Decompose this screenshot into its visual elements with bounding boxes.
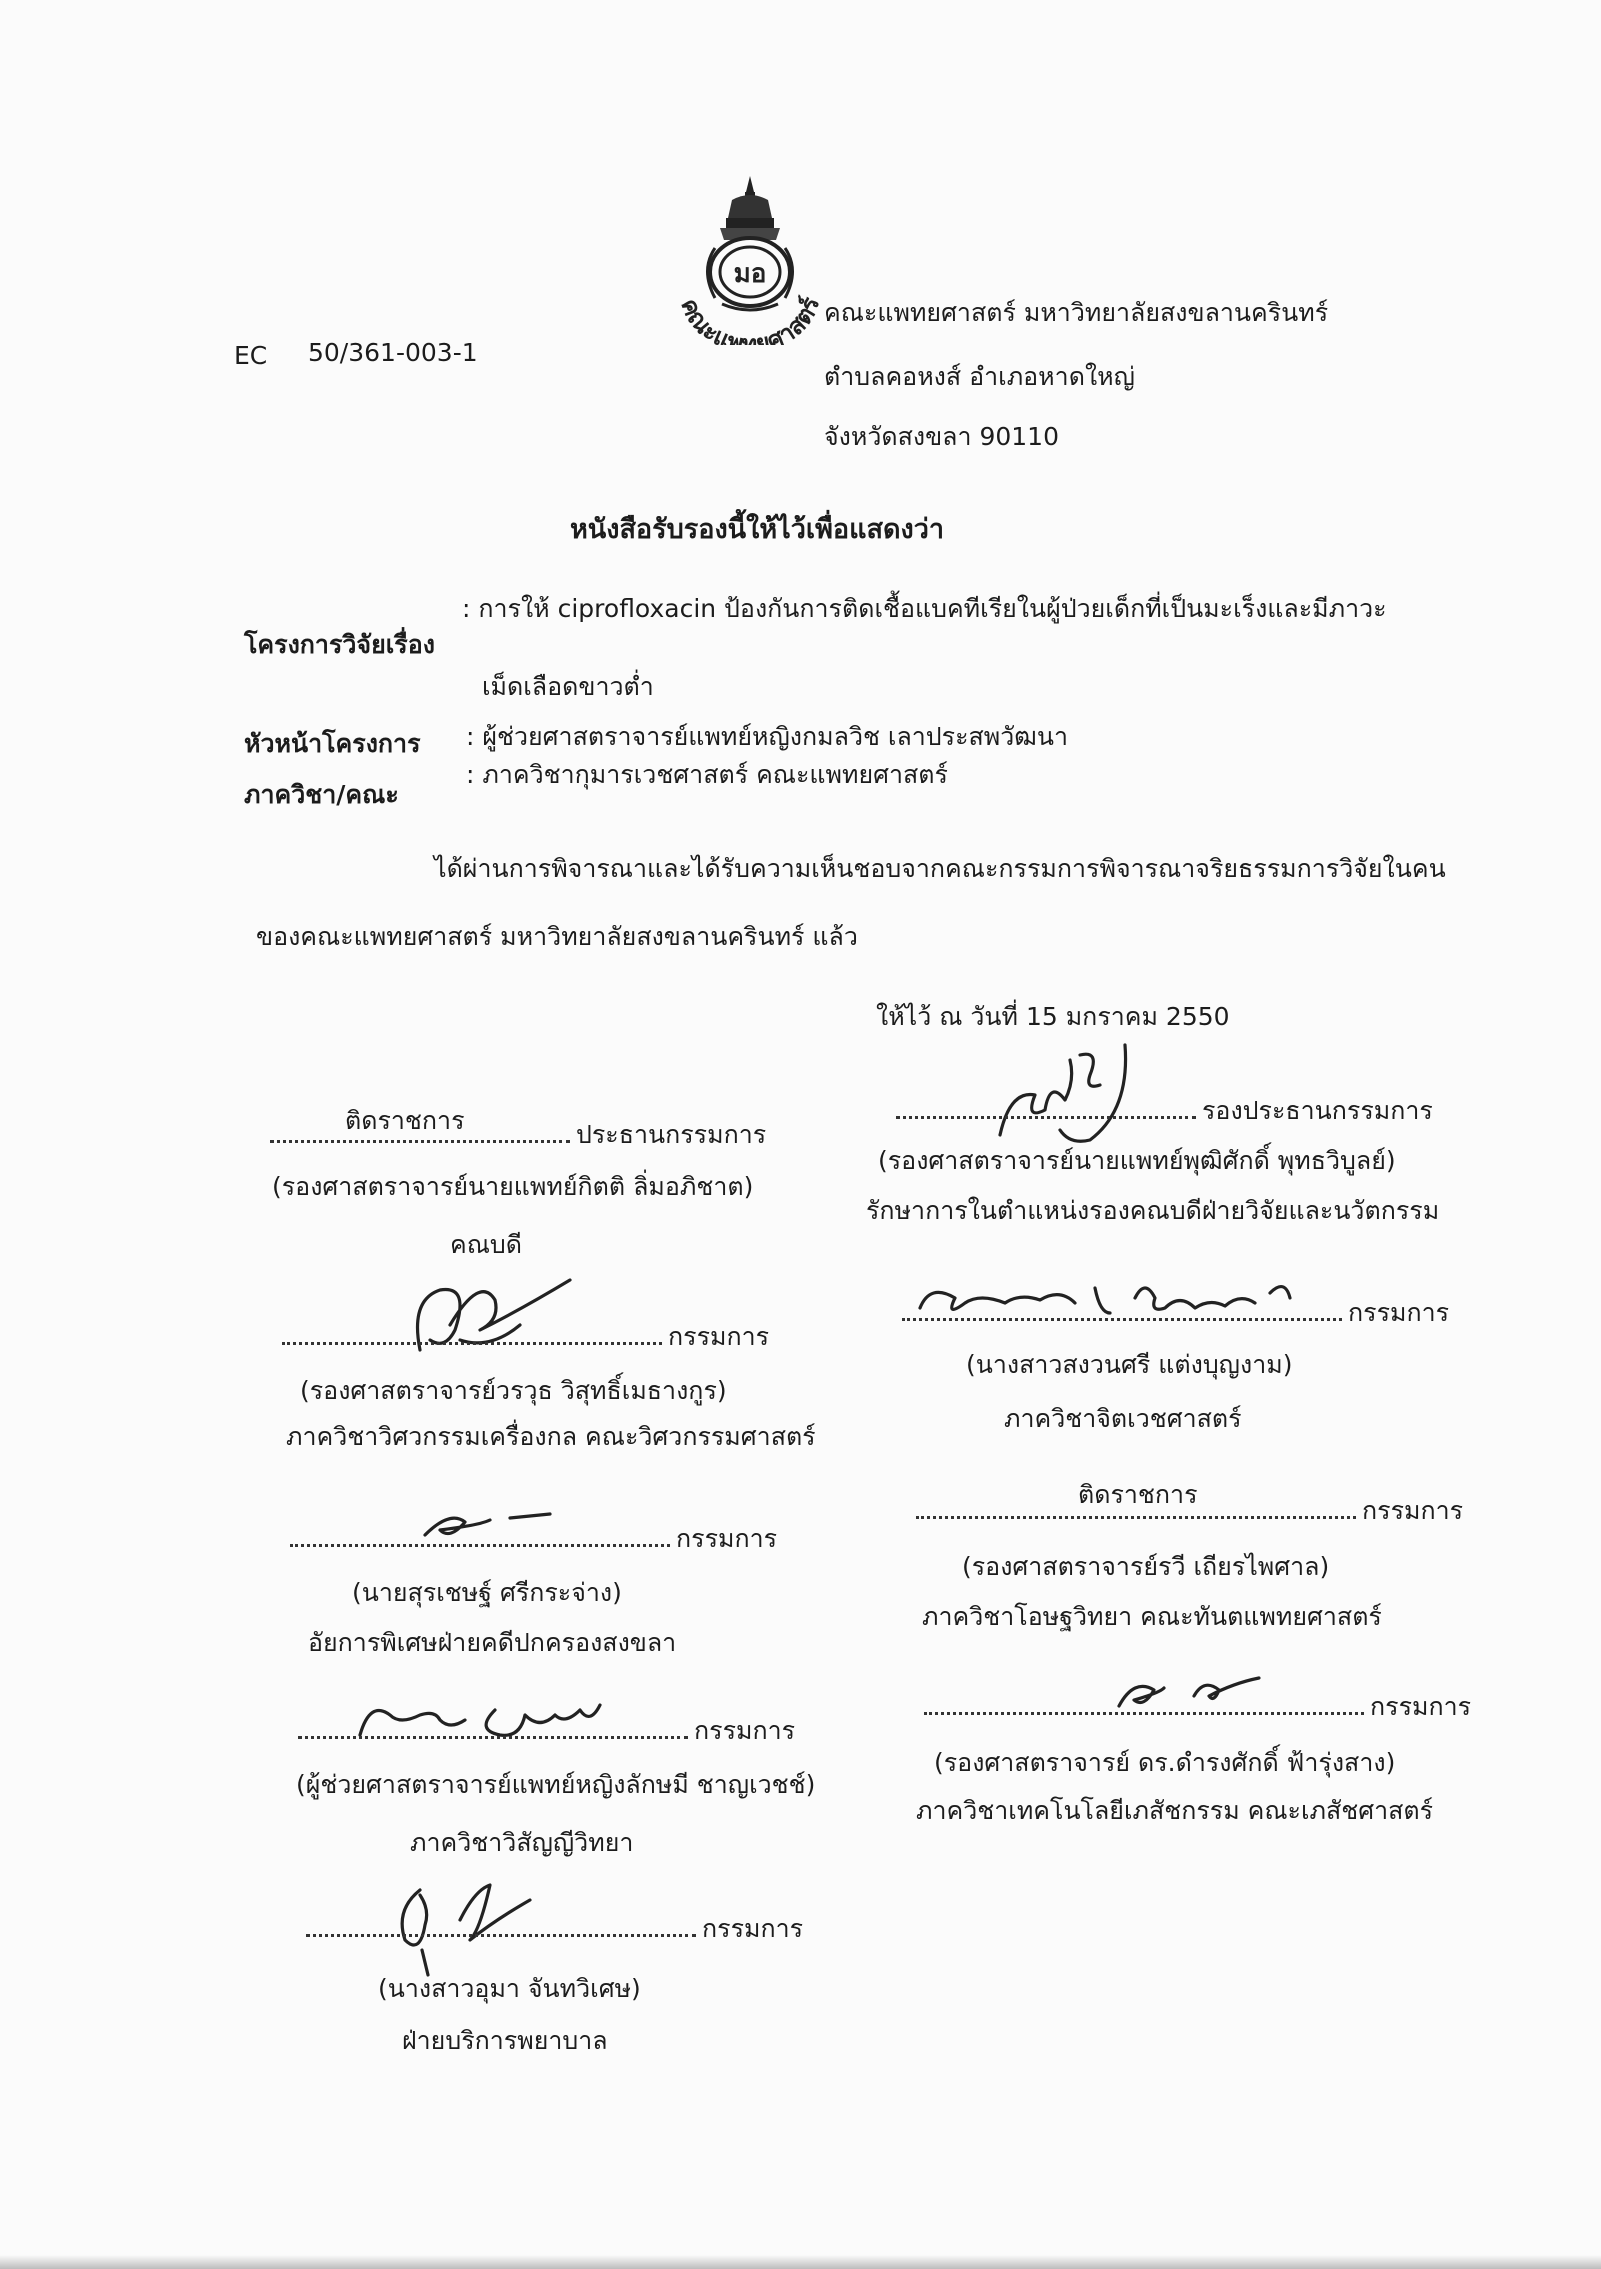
signer-role: กรรมการ bbox=[1362, 1496, 1464, 1525]
signature-line bbox=[270, 1118, 766, 1152]
signature-line bbox=[896, 1094, 1433, 1128]
address-line-2: ตำบลคอหงส์ อำเภอหาดใหญ่ bbox=[824, 362, 1135, 391]
field-label-head: หัวหน้าโครงการ bbox=[244, 729, 421, 758]
signature-line bbox=[298, 1714, 795, 1748]
signer-position: ภาควิชาจิตเวชศาสตร์ bbox=[1004, 1404, 1242, 1433]
field-label-project: โครงการวิจัยเรื่อง bbox=[244, 630, 435, 659]
signer-name: (รองศาสตราจารย์วรวุธ วิสุทธิ์เมธางกูร) bbox=[300, 1376, 727, 1405]
signer-role: กรรมการ bbox=[676, 1524, 778, 1553]
signer-position: คณบดี bbox=[450, 1230, 523, 1259]
signer-note: ติดราชการ bbox=[1078, 1480, 1198, 1509]
faculty-seal-logo bbox=[660, 170, 840, 345]
address-line-1: คณะแพทยศาสตร์ มหาวิทยาลัยสงขลานครินทร์ bbox=[824, 298, 1329, 327]
address-line-3: จังหวัดสงขลา 90110 bbox=[824, 422, 1059, 451]
field-value-project: : การให้ ciprofloxacin ป้องกันการติดเชื้อแบคทีเรียในผู้ป่วยเด็กที่เป็นมะเร็งและมีภาวะ bbox=[462, 594, 1387, 623]
seal-faculty-name: คณะแพทยศาสตร์ bbox=[675, 293, 826, 345]
signer-role: ประธานกรรมการ bbox=[576, 1120, 767, 1149]
scan-edge-shadow bbox=[0, 2255, 1601, 2269]
signer-position: อัยการพิเศษฝ่ายคดีปกครองสงขลา bbox=[308, 1628, 677, 1657]
signer-name: (นางสาวสงวนศรี แต่งบุญงาม) bbox=[966, 1350, 1293, 1379]
signer-role: กรรมการ bbox=[668, 1322, 770, 1351]
signer-position: รักษาการในตำแหน่งรองคณบดีฝ่ายวิจัยและนวัตกรรม bbox=[866, 1196, 1440, 1225]
signer-name: (รองศาสตราจารย์รวี เถียรไพศาล) bbox=[962, 1552, 1330, 1581]
signer-note: ติดราชการ bbox=[345, 1106, 465, 1135]
doc-code-number: 50/361-003-1 bbox=[308, 338, 478, 367]
field-value-department: : ภาควิชากุมารเวชศาสตร์ คณะแพทยศาสตร์ bbox=[466, 760, 948, 789]
signature-line bbox=[306, 1912, 803, 1946]
signer-name: (รองศาสตราจารย์นายแพทย์กิตติ ลิ่มอภิชาต) bbox=[272, 1172, 754, 1201]
field-value-project-cont: เม็ดเลือดขาวต่ำ bbox=[482, 672, 654, 701]
signature-line bbox=[902, 1296, 1449, 1330]
signer-role: กรรมการ bbox=[1348, 1298, 1450, 1327]
signer-name: (ผู้ช่วยศาสตราจารย์แพทย์หญิงลักษมี ชาญเวชช์) bbox=[296, 1770, 816, 1799]
signer-name: (นายสุรเชษฐ์ ศรีกระจ่าง) bbox=[352, 1578, 622, 1607]
signer-position: ภาควิชาวิสัญญีวิทยา bbox=[410, 1828, 634, 1857]
signer-role: รองประธานกรรมการ bbox=[1202, 1096, 1433, 1125]
seal-emblem-icon bbox=[660, 170, 840, 345]
signer-position: ฝ่ายบริการพยาบาล bbox=[402, 2026, 608, 2055]
signature-line bbox=[290, 1522, 777, 1556]
signer-name: (นางสาวอุมา จันทวิเศษ) bbox=[378, 1974, 641, 2003]
doc-code-prefix: EC bbox=[234, 341, 268, 370]
signer-role: กรรมการ bbox=[694, 1716, 796, 1745]
signer-role: กรรมการ bbox=[702, 1914, 804, 1943]
body-line-1: ได้ผ่านการพิจารณาและได้รับความเห็นชอบจากคณะกรรมการพิจารณาจริยธรรมการวิจัยในคน bbox=[434, 854, 1446, 883]
field-value-head: : ผู้ช่วยศาสตราจารย์แพทย์หญิงกมลวิช เลาประสพวัฒนา bbox=[466, 722, 1069, 751]
field-label-department: ภาควิชา/คณะ bbox=[244, 780, 399, 809]
signer-name: (รองศาสตราจารย์ ดร.ดำรงศักดิ์ ฟ้ารุ่งสาง) bbox=[934, 1748, 1396, 1777]
signature-line bbox=[924, 1690, 1471, 1724]
svg-text:คณะแพทยศาสตร์ bbox=[675, 294, 825, 345]
date-line: ให้ไว้ ณ วันที่ 15 มกราคม 2550 bbox=[876, 1002, 1230, 1031]
signature-line bbox=[282, 1320, 769, 1354]
svg-text:มอ: มอ bbox=[733, 259, 767, 289]
signer-position: ภาควิชาโอษฐวิทยา คณะทันตแพทยศาสตร์ bbox=[922, 1602, 1382, 1631]
document-title: หนังสือรับรองนี้ให้ไว้เพื่อแสดงว่า bbox=[570, 514, 945, 545]
signer-position: ภาควิชาเทคโนโลยีเภสัชกรรม คณะเภสัชศาสตร์ bbox=[916, 1796, 1434, 1825]
body-line-2: ของคณะแพทยศาสตร์ มหาวิทยาลัยสงขลานครินทร์ แล้ว bbox=[256, 922, 858, 951]
signer-role: กรรมการ bbox=[1370, 1692, 1472, 1721]
signer-name: (รองศาสตราจารย์นายแพทย์พุฒิศักดิ์ พุทธวิบูลย์) bbox=[878, 1146, 1396, 1175]
signer-position: ภาควิชาวิศวกรรมเครื่องกล คณะวิศวกรรมศาสตร์ bbox=[286, 1422, 816, 1451]
signature-line bbox=[916, 1494, 1463, 1528]
